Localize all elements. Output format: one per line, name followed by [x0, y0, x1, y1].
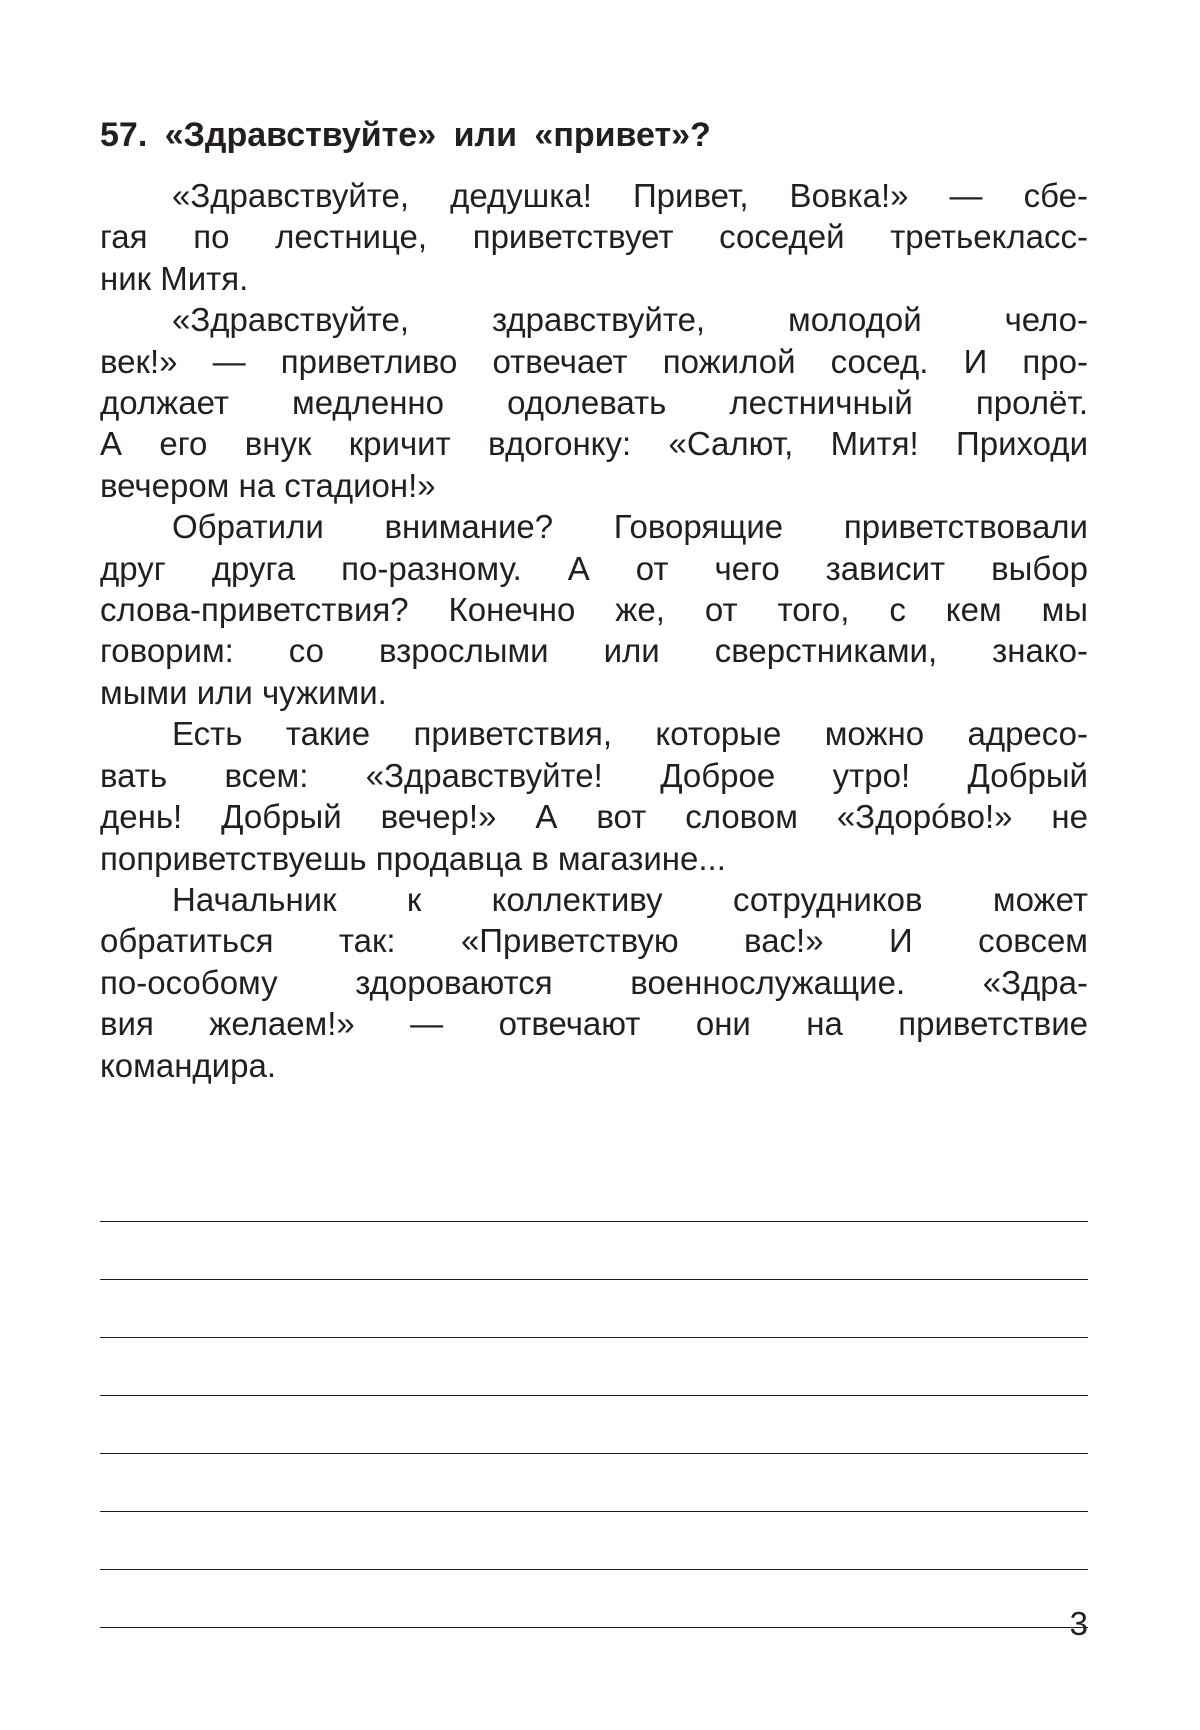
page-number: 3 — [1069, 1605, 1088, 1642]
answer-line[interactable] — [100, 1512, 1088, 1570]
paragraph — [100, 506, 1088, 713]
answer-line[interactable] — [100, 1222, 1088, 1280]
text-line: должает медленно одолевать лестничный пролёт. — [100, 384, 1088, 422]
text-line: Начальник к коллективу сотрудников может — [172, 880, 1088, 918]
text-line: вать всем: «Здравствуйте! Доброе утро! Добрый — [100, 756, 1088, 794]
answer-lines — [100, 1164, 1088, 1628]
answer-line[interactable] — [100, 1454, 1088, 1512]
text-line: «Здравствуйте, здравствуйте, молодой чело- — [172, 301, 1088, 339]
exercise-text — [100, 175, 1088, 1086]
text-line: командира. — [100, 1046, 276, 1084]
text-line: по-особому здороваются военнослужащие. «Здра- — [100, 963, 1088, 1001]
paragraph — [100, 713, 1088, 879]
text-line: Есть такие приветствия, которые можно адресо- — [172, 715, 1088, 753]
answer-line[interactable] — [100, 1396, 1088, 1454]
text-line: день! Добрый вечер!» А вот словом «Здорóво!» не — [100, 798, 1088, 836]
text-line: «Здравствуйте, дедушка! Привет, Вовка!» — сбе- — [172, 177, 1088, 214]
text-line: поприветствуешь продавца в магазине... — [100, 839, 726, 877]
text-line: вечером на стадион!» — [100, 466, 436, 504]
paragraph — [100, 879, 1088, 1086]
text-line: мыми или чужими. — [100, 673, 387, 711]
answer-line[interactable] — [100, 1280, 1088, 1338]
text-line: говорим: со взрослыми или сверстниками, знако- — [100, 632, 1088, 670]
text-line: Обратили внимание? Говорящие приветствовали — [172, 508, 1088, 546]
text-line: А его внук кричит вдогонку: «Салют, Митя! Приходи — [100, 425, 1088, 463]
text-line: вия желаем!» — отвечают они на приветствие — [100, 1005, 1088, 1043]
text-line: гая по лестнице, приветствует соседей третьекласс- — [100, 218, 1088, 256]
text-line: обратиться так: «Приветствую вас!» И совсем — [100, 922, 1088, 960]
text-line: слова-приветствия? Конечно же, от того, с кем мы — [100, 591, 1088, 629]
paragraph — [100, 175, 1088, 299]
answer-line[interactable] — [100, 1164, 1088, 1222]
exercise-heading: 57. «Здравствуйте» или «привет»? — [100, 116, 711, 154]
answer-line[interactable] — [100, 1570, 1088, 1628]
paragraph — [100, 299, 1088, 506]
answer-line[interactable] — [100, 1338, 1088, 1396]
text-line: друг друга по-разному. А от чего зависит выбор — [100, 549, 1088, 587]
workbook-page — [100, 0, 1088, 1730]
text-line: век!» — приветливо отвечает пожилой сосед. И про- — [100, 342, 1088, 380]
text-line: ник Митя. — [100, 259, 249, 297]
